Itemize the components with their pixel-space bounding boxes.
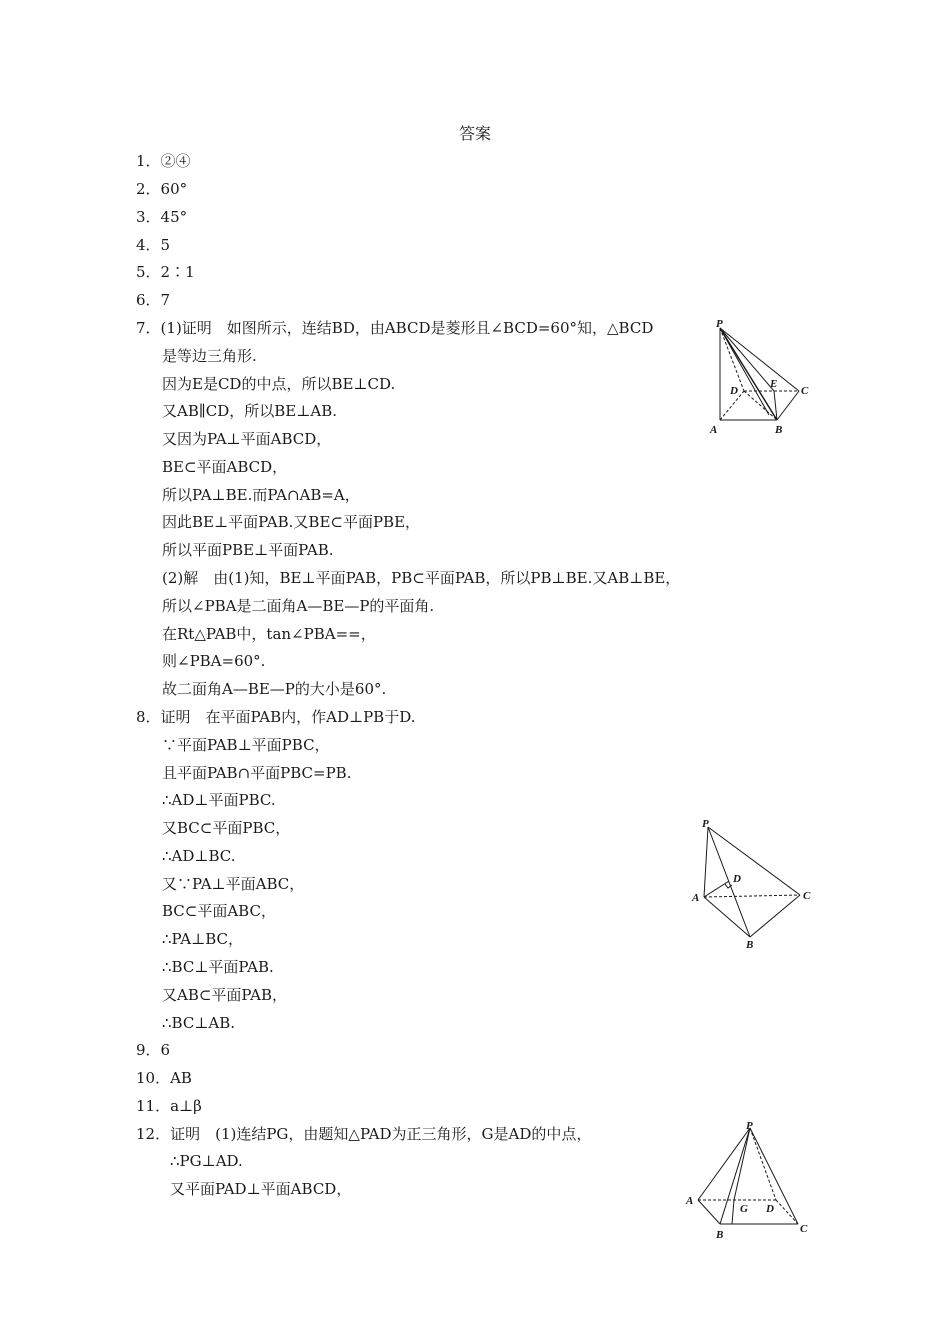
label-G: G [740,1203,748,1215]
label-D: D [733,873,741,885]
answer-line: 且平面PAB∩平面PBC=PB. [162,764,352,782]
figure-pyramid-g [682,1118,814,1244]
answer-line: 又AB⊂平面PAB， [162,986,287,1004]
figure-pyramid-rhombus [706,316,816,438]
answer-line: 在Rt△PAB中，tan∠PBA==， [162,625,376,643]
answer-line: 又BC⊂平面PBC， [162,819,291,837]
label-B: B [716,1229,724,1241]
answer-line: 又∵PA⊥平面ABC， [162,875,305,893]
answer-line: 2．60° [136,180,188,198]
answer-line: BE⊂平面ABCD， [162,458,288,476]
answer-line: 12．证明 (1)连结PG，由题知△PAD为正三角形，G是AD的中点， [136,1125,592,1143]
answer-line: (2)解 由(1)知，BE⊥平面PAB，PB⊂平面PAB，所以PB⊥BE.又AB⊥BE， [162,569,681,587]
answer-line: 因此BE⊥平面PAB.又BE⊂平面PBE， [162,513,421,531]
page-title: 答案 [458,124,491,143]
answer-line: 10．AB [136,1069,192,1087]
answer-line: 故二面角A—BE—P的大小是60°. [162,680,387,698]
label-B: B [775,424,783,436]
answer-line: 1．②④ [136,152,191,170]
answer-line: 9．6 [136,1041,171,1059]
answer-line: 所以平面PBE⊥平面PAB. [162,541,334,559]
answer-line: 4．5 [136,236,171,254]
label-E: E [770,378,778,390]
answer-line: 又AB∥CD，所以BE⊥AB. [162,402,337,420]
label-P: P [746,1120,753,1132]
answer-line: 7．(1)证明 如图所示，连结BD，由ABCD是菱形且∠BCD=60°知，△BCD [136,319,654,337]
label-P: P [716,318,723,330]
answer-line: BC⊂平面ABC， [162,902,276,920]
label-P: P [702,818,709,830]
answer-line: 因为E是CD的中点，所以BE⊥CD. [162,375,396,393]
label-C: C [801,385,809,397]
answer-line: 3．45° [136,208,188,226]
figure-tetrahedron [688,815,818,953]
answer-line: 是等边三角形. [162,347,257,365]
label-A: A [710,424,718,436]
answer-line: 又平面PAD⊥平面ABCD， [170,1180,352,1198]
answer-line: 8．证明 在平面PAB内，作AD⊥PB于D. [136,708,416,726]
label-D: D [766,1203,774,1215]
answer-line: ∴AD⊥BC. [162,847,236,865]
label-D: D [730,385,738,397]
answer-line: 所以∠PBA是二面角A—BE—P的平面角. [162,597,435,615]
answer-line: 所以PA⊥BE.而PA∩AB=A， [162,486,360,504]
label-A: A [692,892,700,904]
label-C: C [803,890,811,902]
label-B: B [746,939,754,951]
answer-line: ∴PG⊥AD. [170,1152,243,1170]
answer-line: 5．2∶1 [136,263,195,281]
answer-line: 又因为PA⊥平面ABCD， [162,430,332,448]
answer-line: ∴BC⊥平面PAB. [162,958,274,976]
answer-line: 则∠PBA=60°. [162,652,266,670]
label-A: A [686,1195,694,1207]
answer-line: ∵平面PAB⊥平面PBC， [162,736,330,754]
answer-line: ∴AD⊥平面PBC. [162,791,276,809]
answer-line: 11．a⊥β [136,1097,202,1115]
answer-line: 6．7 [136,291,171,309]
answer-line: ∴PA⊥BC， [162,930,243,948]
label-C: C [800,1223,808,1235]
answer-line: ∴BC⊥AB. [162,1014,236,1032]
